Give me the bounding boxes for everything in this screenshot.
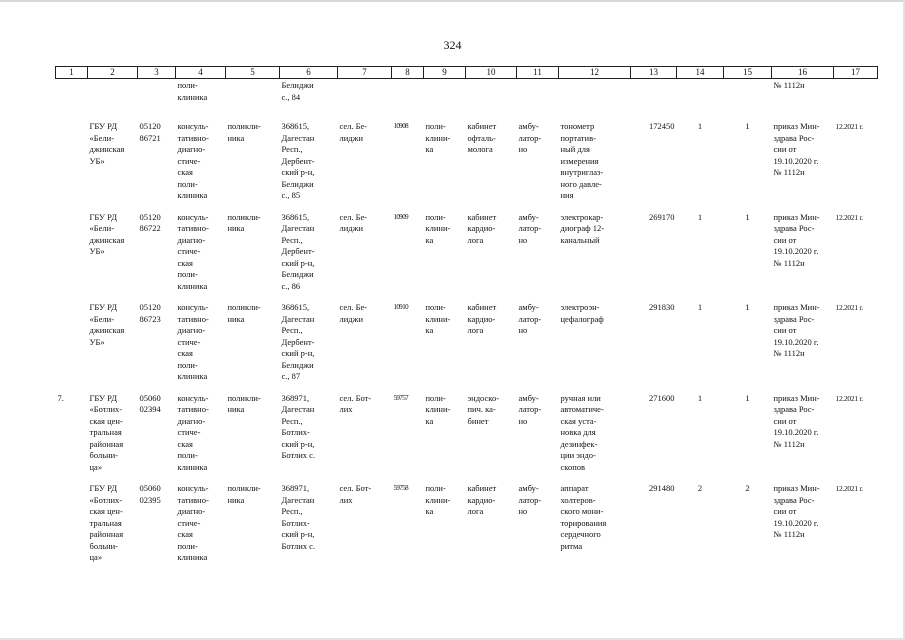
price: 271600 [649, 392, 675, 403]
equipment-id: 59758 [393, 484, 409, 492]
unit-type: поликли- ника [227, 302, 261, 324]
table-row [56, 296, 878, 387]
quantity-total: 1 [745, 121, 750, 131]
table-row [56, 477, 878, 568]
carry-address: Белиджи с., 84 [281, 80, 314, 102]
column-number: 15 [724, 67, 772, 79]
locality: сел. Бе- лиджи [339, 121, 368, 143]
unit-type: поликли- ника [227, 211, 261, 233]
equipment-id: 10909 [393, 212, 409, 221]
department: поли- клини- ка [425, 483, 451, 516]
equipment-name: электроэн- цефалограф [560, 302, 604, 324]
address: 368971, Дагестан Респ., Ботлих- ский р-н, Ботлих с. [281, 483, 316, 551]
quantity-total: 2 [745, 483, 750, 493]
unit-name: консуль- тативно- диагно- стиче- ская поли- клиника [177, 121, 209, 200]
room: эндоско- пич. ка- бинет [467, 392, 500, 426]
equipment-name: тонометр портатив- ный для измерения внутриглаз- ного давле- ния [560, 121, 604, 200]
unit-name: консуль- тативно- диагно- стиче- ская поли- клиника [177, 483, 209, 562]
room: кабинет кардио- лога [467, 302, 497, 335]
care-type: амбу- латор- но [518, 392, 542, 426]
quantity-total: 1 [745, 302, 750, 312]
column-number: 16 [772, 67, 834, 79]
equipment-id: 59757 [393, 393, 409, 402]
order-reference: приказ Мин- здрава Рос- сии от 19.10.2020 г. № 1112н [773, 211, 820, 268]
price: 291830 [649, 302, 675, 312]
column-number-row [56, 67, 878, 79]
price: 172450 [649, 121, 675, 131]
column-number: 14 [677, 67, 724, 79]
row-number [56, 103, 88, 206]
price: 269170 [649, 211, 675, 222]
delivery-date: 12.2021 г. [835, 212, 863, 222]
org-code: 05060 02395 [139, 483, 161, 505]
table-row [56, 387, 878, 478]
room: кабинет кардио- лога [467, 211, 497, 245]
org-code: 05120 86721 [139, 121, 161, 143]
page-number: 324 [443, 38, 462, 52]
carry-unit: поли- клиника [177, 80, 208, 102]
unit-name: консуль- тативно- диагно- стиче- ская поли- клиника [177, 392, 209, 472]
locality: сел. Бе- лиджи [339, 302, 368, 324]
address: 368971, Дагестан Респ., Ботлих- ский р-н, Ботлих с. [281, 392, 316, 460]
equipment-id: 10908 [393, 122, 409, 130]
column-number: 2 [88, 67, 138, 79]
column-number: 10 [466, 67, 517, 79]
room: кабинет кардио- лога [467, 483, 497, 516]
equipment-name: аппарат холтеров- ского мони- торирования сердечного ритма [560, 483, 607, 551]
organization: ГБУ РД «Бели- джинская УБ» [89, 211, 125, 256]
order-reference: приказ Мин- здрава Рос- сии от 19.10.2020 г. № 1112н [773, 392, 820, 449]
quantity-total: 1 [745, 211, 750, 222]
quantity-total: 1 [745, 392, 750, 403]
delivery-date: 12.2021 г. [835, 122, 863, 131]
organization: ГБУ РД «Бели- джинская УБ» [89, 302, 125, 347]
table-row [56, 103, 878, 206]
row-number: 7. [57, 392, 64, 403]
unit-name: консуль- тативно- диагно- стиче- ская поли- клиника [177, 211, 209, 291]
continued-row [56, 79, 878, 104]
department: поли- клини- ка [425, 211, 451, 245]
locality: сел. Бе- лиджи [339, 211, 368, 233]
table-row [56, 206, 878, 297]
care-type: амбу- латор- но [518, 121, 542, 154]
order-reference: приказ Мин- здрава Рос- сии от 19.10.2020 г. № 1112н [773, 302, 820, 358]
column-number: 6 [280, 67, 338, 79]
unit-type: поликли- ника [227, 392, 261, 414]
quantity-planned: 1 [697, 302, 703, 312]
org-code: 05120 86723 [139, 302, 161, 324]
carry-order: № 1112н [773, 80, 805, 90]
register-table [55, 66, 878, 568]
equipment-name: электрокар- диограф 12- канальный [560, 211, 605, 245]
locality: сел. Бот- лих [339, 392, 372, 414]
quantity-planned: 1 [697, 392, 703, 403]
department: поли- клини- ка [425, 302, 451, 335]
delivery-date: 12.2021 г. [835, 484, 863, 493]
quantity-planned: 1 [697, 121, 703, 131]
organization: ГБУ РД «Бели- джинская УБ» [89, 121, 125, 166]
column-number: 4 [176, 67, 226, 79]
care-type: амбу- латор- но [518, 302, 542, 335]
row-number [56, 477, 88, 568]
column-number: 12 [559, 67, 631, 79]
care-type: амбу- латор- но [518, 211, 542, 245]
unit-type: поликли- ника [227, 121, 261, 143]
organization: ГБУ РД «Ботлих- ская цен- тральная районная больни- ца» [89, 392, 124, 472]
row-number [56, 206, 88, 297]
column-number: 11 [517, 67, 559, 79]
column-number: 8 [392, 67, 424, 79]
row-number [56, 296, 88, 387]
quantity-planned: 1 [697, 211, 703, 222]
column-number: 17 [834, 67, 878, 79]
delivery-date: 12.2021 г. [835, 303, 863, 312]
column-number: 3 [138, 67, 176, 79]
org-code: 05120 86722 [139, 211, 161, 233]
column-number: 13 [631, 67, 677, 79]
equipment-name: ручная или автоматиче- ская уста- новка для дезинфек- ции эндо- скопов [560, 392, 604, 472]
column-number: 5 [226, 67, 280, 79]
address: 368615, Дагестан Респ., Дербент- ский р-н, Белиджи с., 85 [281, 121, 315, 200]
locality: сел. Бот- лих [339, 483, 372, 505]
address: 368615, Дагестан Респ., Дербент- ский р-н, Белиджи с., 87 [281, 302, 315, 381]
scan-edge-top [0, 0, 905, 2]
organization: ГБУ РД «Ботлих- ская цен- тральная районная больни- ца» [89, 483, 124, 562]
address: 368615, Дагестан Респ., Дербент- ский р-н, Белиджи с., 86 [281, 211, 315, 291]
care-type: амбу- латор- но [518, 483, 542, 516]
price: 291480 [649, 483, 675, 493]
column-number: 1 [56, 67, 88, 79]
column-number: 9 [424, 67, 466, 79]
department: поли- клини- ка [425, 392, 451, 426]
unit-type: поликли- ника [227, 483, 261, 505]
order-reference: приказ Мин- здрава Рос- сии от 19.10.2020 г. № 1112н [773, 483, 820, 539]
order-reference: приказ Мин- здрава Рос- сии от 19.10.2020 г. № 1112н [773, 121, 820, 177]
equipment-id: 10910 [393, 303, 409, 311]
delivery-date: 12.2021 г. [835, 393, 863, 403]
unit-name: консуль- тативно- диагно- стиче- ская поли- клиника [177, 302, 209, 381]
department: поли- клини- ка [425, 121, 451, 154]
quantity-planned: 2 [697, 483, 703, 493]
org-code: 05060 02394 [139, 392, 161, 414]
room: кабинет офталь- молога [467, 121, 497, 154]
column-number: 7 [338, 67, 392, 79]
